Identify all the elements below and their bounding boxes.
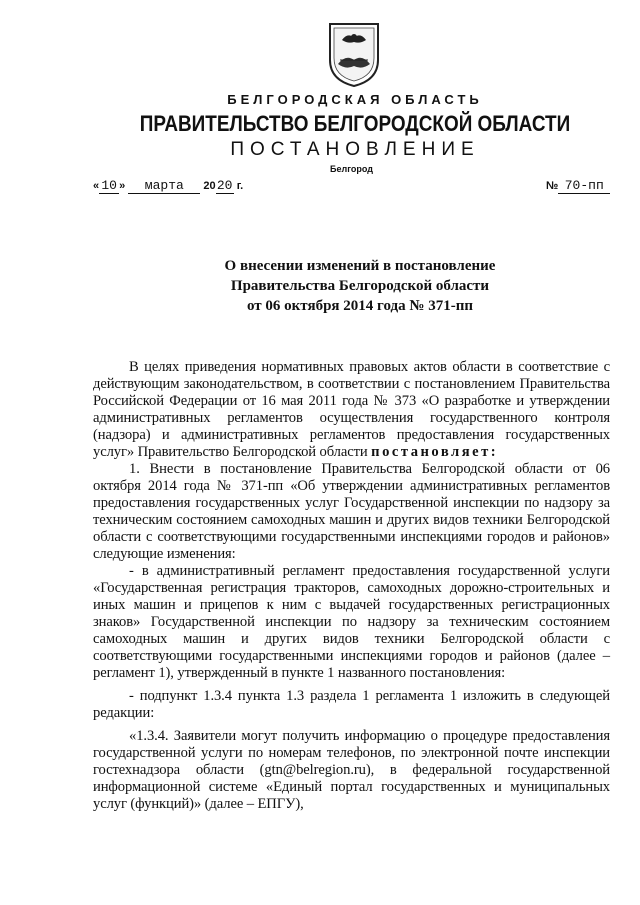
document-title [160,256,560,316]
date-year-abbr: г. [236,180,244,192]
paragraph-regulation-1: - в административный регламент предоставления государственной услуги «Государственная регистрация тракторов, самоходных дорожно-строительных и иных машин и прицепов к ним с выдачей государственных регистрационных знаков» Государственной инспекции по надзору за техническим состоянием самоходных машин и других видов техники Белгородской области с соответствующими государственными инспекциями городов и районов (далее – регламент 1), утвержденный в пункте 1 названного постановления: [93,563,610,681]
government-name: ПРАВИТЕЛЬСТВО БЕЛГОРОДСКОЙ ОБЛАСТИ [139,111,571,136]
paragraph-subclause: - подпункт 1.3.4 пункта 1.3 раздела 1 регламента 1 изложить в следующей редакции: [93,688,610,721]
date-year-prefix: 20 [203,180,216,192]
coat-of-arms-emblem [326,20,382,88]
paragraph-1-3-4: «1.3.4. Заявители могут получить информацию о процедуре предоставления государственной услуги по номерам телефонов, по электронной почте инспекции гостехнадзора области (gtn@belregion.ru), в федеральной государственной информационной системе «Единый портал государственных и муниципальных услуг (функций)» (далее – ЕПГУ), [93,728,610,812]
title-line-3: от 06 октября 2014 года № 371-пп [246,298,473,314]
document-number [546,178,610,194]
title-line-2: Правительства Белгородской области [230,278,490,294]
decree-word: постановляет: [371,444,499,460]
date-quote-open: « [93,180,100,192]
region-name: БЕЛГОРОДСКАЯ ОБЛАСТЬ [227,92,483,107]
paragraph-item-1: 1. Внести в постановление Правительства Белгородской области от 06 октября 2014 года № 371-пп «Об утверждении административных регламентов предоставления государственных услуг Государственной инспекции по надзору за техническим состоянием самоходных машин и других видов техники Белгородской области с соответствующими государственными инспекциями городов и районов» следующие изменения: [93,461,610,562]
paragraph-preamble [93,359,610,461]
date-month: марта [128,178,200,194]
date-year-suffix: 20 [216,178,233,193]
document-type: ПОСТАНОВЛЕНИЕ [230,139,480,160]
number-sign: № [546,180,559,192]
preamble-text: В целях приведения нормативных правовых актов области в соответствие с действующим законодательством, в соответствии с постановлением Правительства Российской Федерации от 16 мая 2011 года № 373 «О разработке и утверждении административных регламентов осуществления государственного контроля (надзора) и административных регламентов предоставления государственных услуг» Правительство Белгородской области [93,359,610,460]
document-body [93,359,610,813]
number-value: 70-пп [558,178,610,194]
date-day: 10 [99,178,119,194]
title-line-1: О внесении изменений в постановление [224,258,496,274]
document-date [93,178,243,194]
city-name: Белгород [330,164,373,174]
date-quote-close: » [119,180,126,192]
